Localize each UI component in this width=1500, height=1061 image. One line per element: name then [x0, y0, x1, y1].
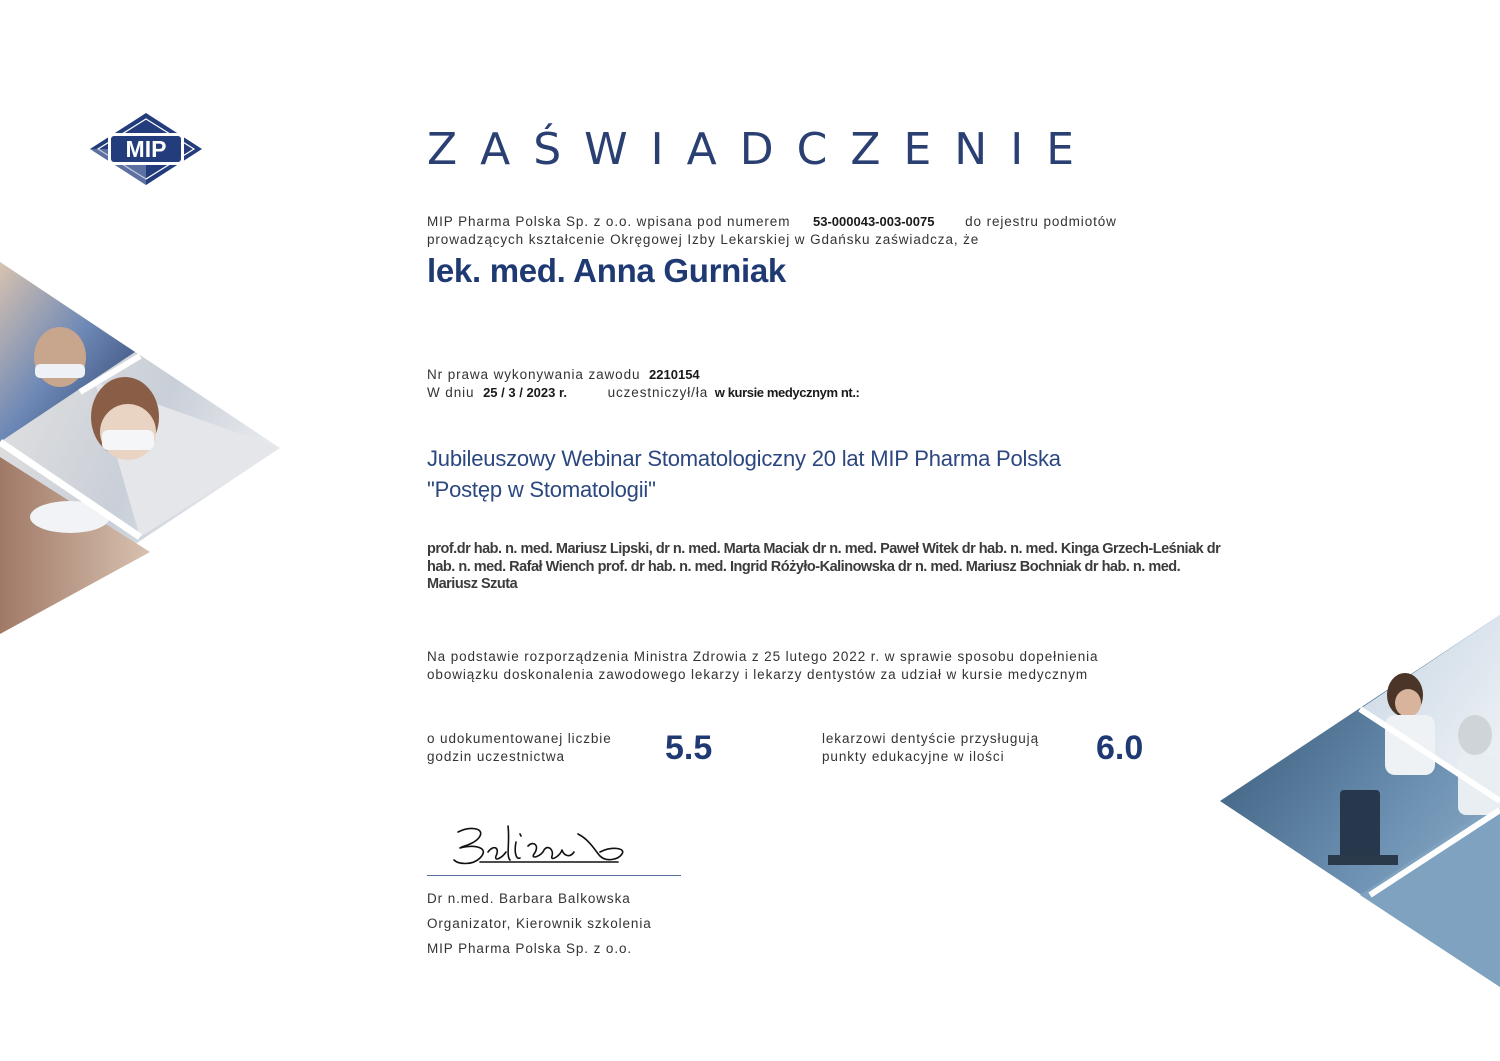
points-label: [822, 730, 1039, 766]
points-value: 6.0: [1096, 729, 1144, 767]
hours-label-line-1: o udokumentowanej liczbie: [427, 731, 612, 746]
lecturers-list: prof.dr hab. n. med. Mariusz Lipski, dr n. med. Marta Maciak dr n. med. Paweł Witek dr hab. n. med. Kinga Grzech-Leśniak dr hab. n. med. Rafał Wiench prof. dr hab. n. med. Ingrid Różyło-Kalinowska dr n. med. Mariusz Bochniak dr hab. n. med. Mariusz Szuta: [427, 541, 1221, 592]
date-label: W dniu: [427, 385, 475, 400]
regulation-line-2: obowiązku doskonalenia zawodowego lekarzy i lekarzy dentystów za udział w kursie medycznym: [427, 667, 1089, 682]
course-title: [427, 443, 1061, 505]
intro-line-2: prowadzących kształcenie Okręgowej Izby Lekarskiej w Gdańsku zaświadcza, że: [427, 232, 980, 247]
date-value: 25 / 3 / 2023 r.: [483, 385, 567, 400]
signatory-company: MIP Pharma Polska Sp. z o.o.: [427, 941, 633, 956]
points-label-line-2: punkty edukacyjne w ilości: [822, 749, 1005, 764]
lab-photo-decoration: [1220, 615, 1500, 987]
logo-text: MIP: [125, 136, 167, 162]
signatory-role: Organizator, Kierownik szkolenia: [427, 916, 652, 931]
license-number: 2210154: [649, 367, 700, 382]
certificate-title: ZAŚWIADCZENIE: [427, 124, 1097, 175]
date-row: [427, 384, 859, 402]
course-title-line-1: Jubileuszowy Webinar Stomatologiczny 20 lat MIP Pharma Polska: [427, 446, 1061, 471]
recipient-name: lek. med. Anna Gurniak: [427, 252, 786, 289]
hours-value: 5.5: [665, 729, 713, 767]
intro-line-1: [427, 213, 1117, 231]
signatory-name: Dr n.med. Barbara Balkowska: [427, 891, 631, 906]
handwritten-signature: [450, 822, 630, 872]
course-type: w kursie medycznym nt.:: [714, 385, 860, 400]
participated-label: uczestniczył/ła: [607, 385, 709, 400]
regulation-line-1: Na podstawie rozporządzenia Ministra Zdrowia z 25 lutego 2022 r. w sprawie sposobu dopełnienia: [427, 649, 1099, 664]
dental-photo-decoration: [0, 262, 280, 634]
registry-number: 53-000043-003-0075: [813, 214, 935, 229]
license-label: Nr prawa wykonywania zawodu: [427, 367, 641, 382]
hours-label-line-2: godzin uczestnictwa: [427, 749, 565, 764]
intro-line-1-pre: MIP Pharma Polska Sp. z o.o. wpisana pod numerem: [427, 214, 791, 229]
hours-label: [427, 730, 612, 766]
license-row: [427, 366, 700, 384]
mip-logo: [90, 113, 202, 185]
course-title-line-2: "Postęp w Stomatologii": [427, 477, 656, 502]
points-label-line-1: lekarzowi dentyście przysługują: [822, 731, 1039, 746]
signature-line: [427, 875, 681, 876]
intro-line-1-post: do rejestru podmiotów: [965, 214, 1117, 229]
